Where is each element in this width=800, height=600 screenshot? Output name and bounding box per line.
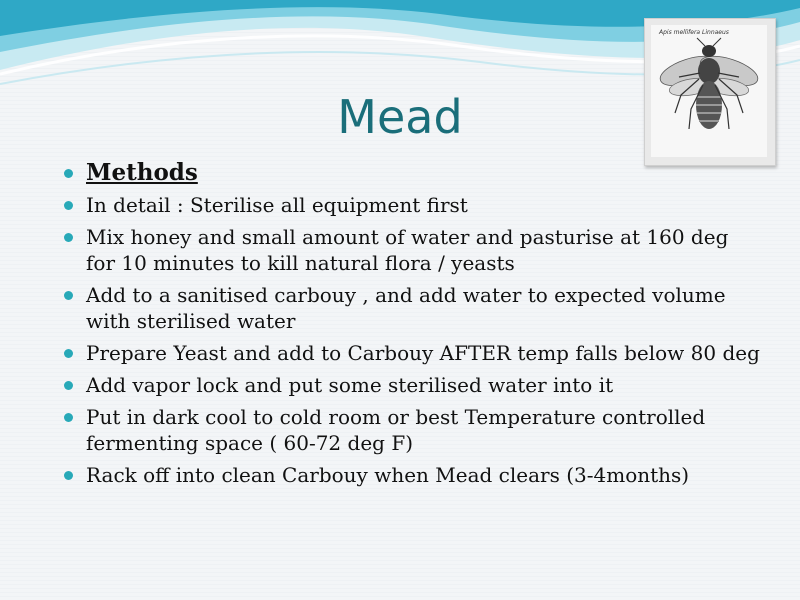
bullet-icon [64,381,73,390]
bullet-icon [64,169,73,178]
slide-title: Mead [337,90,463,144]
list-item: Put in dark cool to cold room or best Temperature controlled fermenting space ( 60-72 deg F) [62,404,762,456]
bullet-list [62,160,762,494]
bullet-icon [64,349,73,358]
list-item: Methods [62,160,762,186]
list-item: Prepare Yeast and add to Carbouy AFTER temp falls below 80 deg [62,340,762,366]
list-item: Add to a sanitised carbouy , and add water to expected volume with sterilised water [62,282,762,334]
bullet-icon [64,413,73,422]
bullet-icon [64,291,73,300]
list-item: Rack off into clean Carbouy when Mead clears (3-4months) [62,462,762,488]
bullet-icon [64,233,73,242]
bullet-icon [64,471,73,480]
bee-caption: Apis mellifera Linnaeus [659,29,729,36]
list-item: In detail : Sterilise all equipment first [62,192,762,218]
list-item: Add vapor lock and put some sterilised water into it [62,372,762,398]
list-item: Mix honey and small amount of water and pasturise at 160 deg for 10 minutes to kill natural flora / yeasts [62,224,762,276]
bullet-icon [64,201,73,210]
